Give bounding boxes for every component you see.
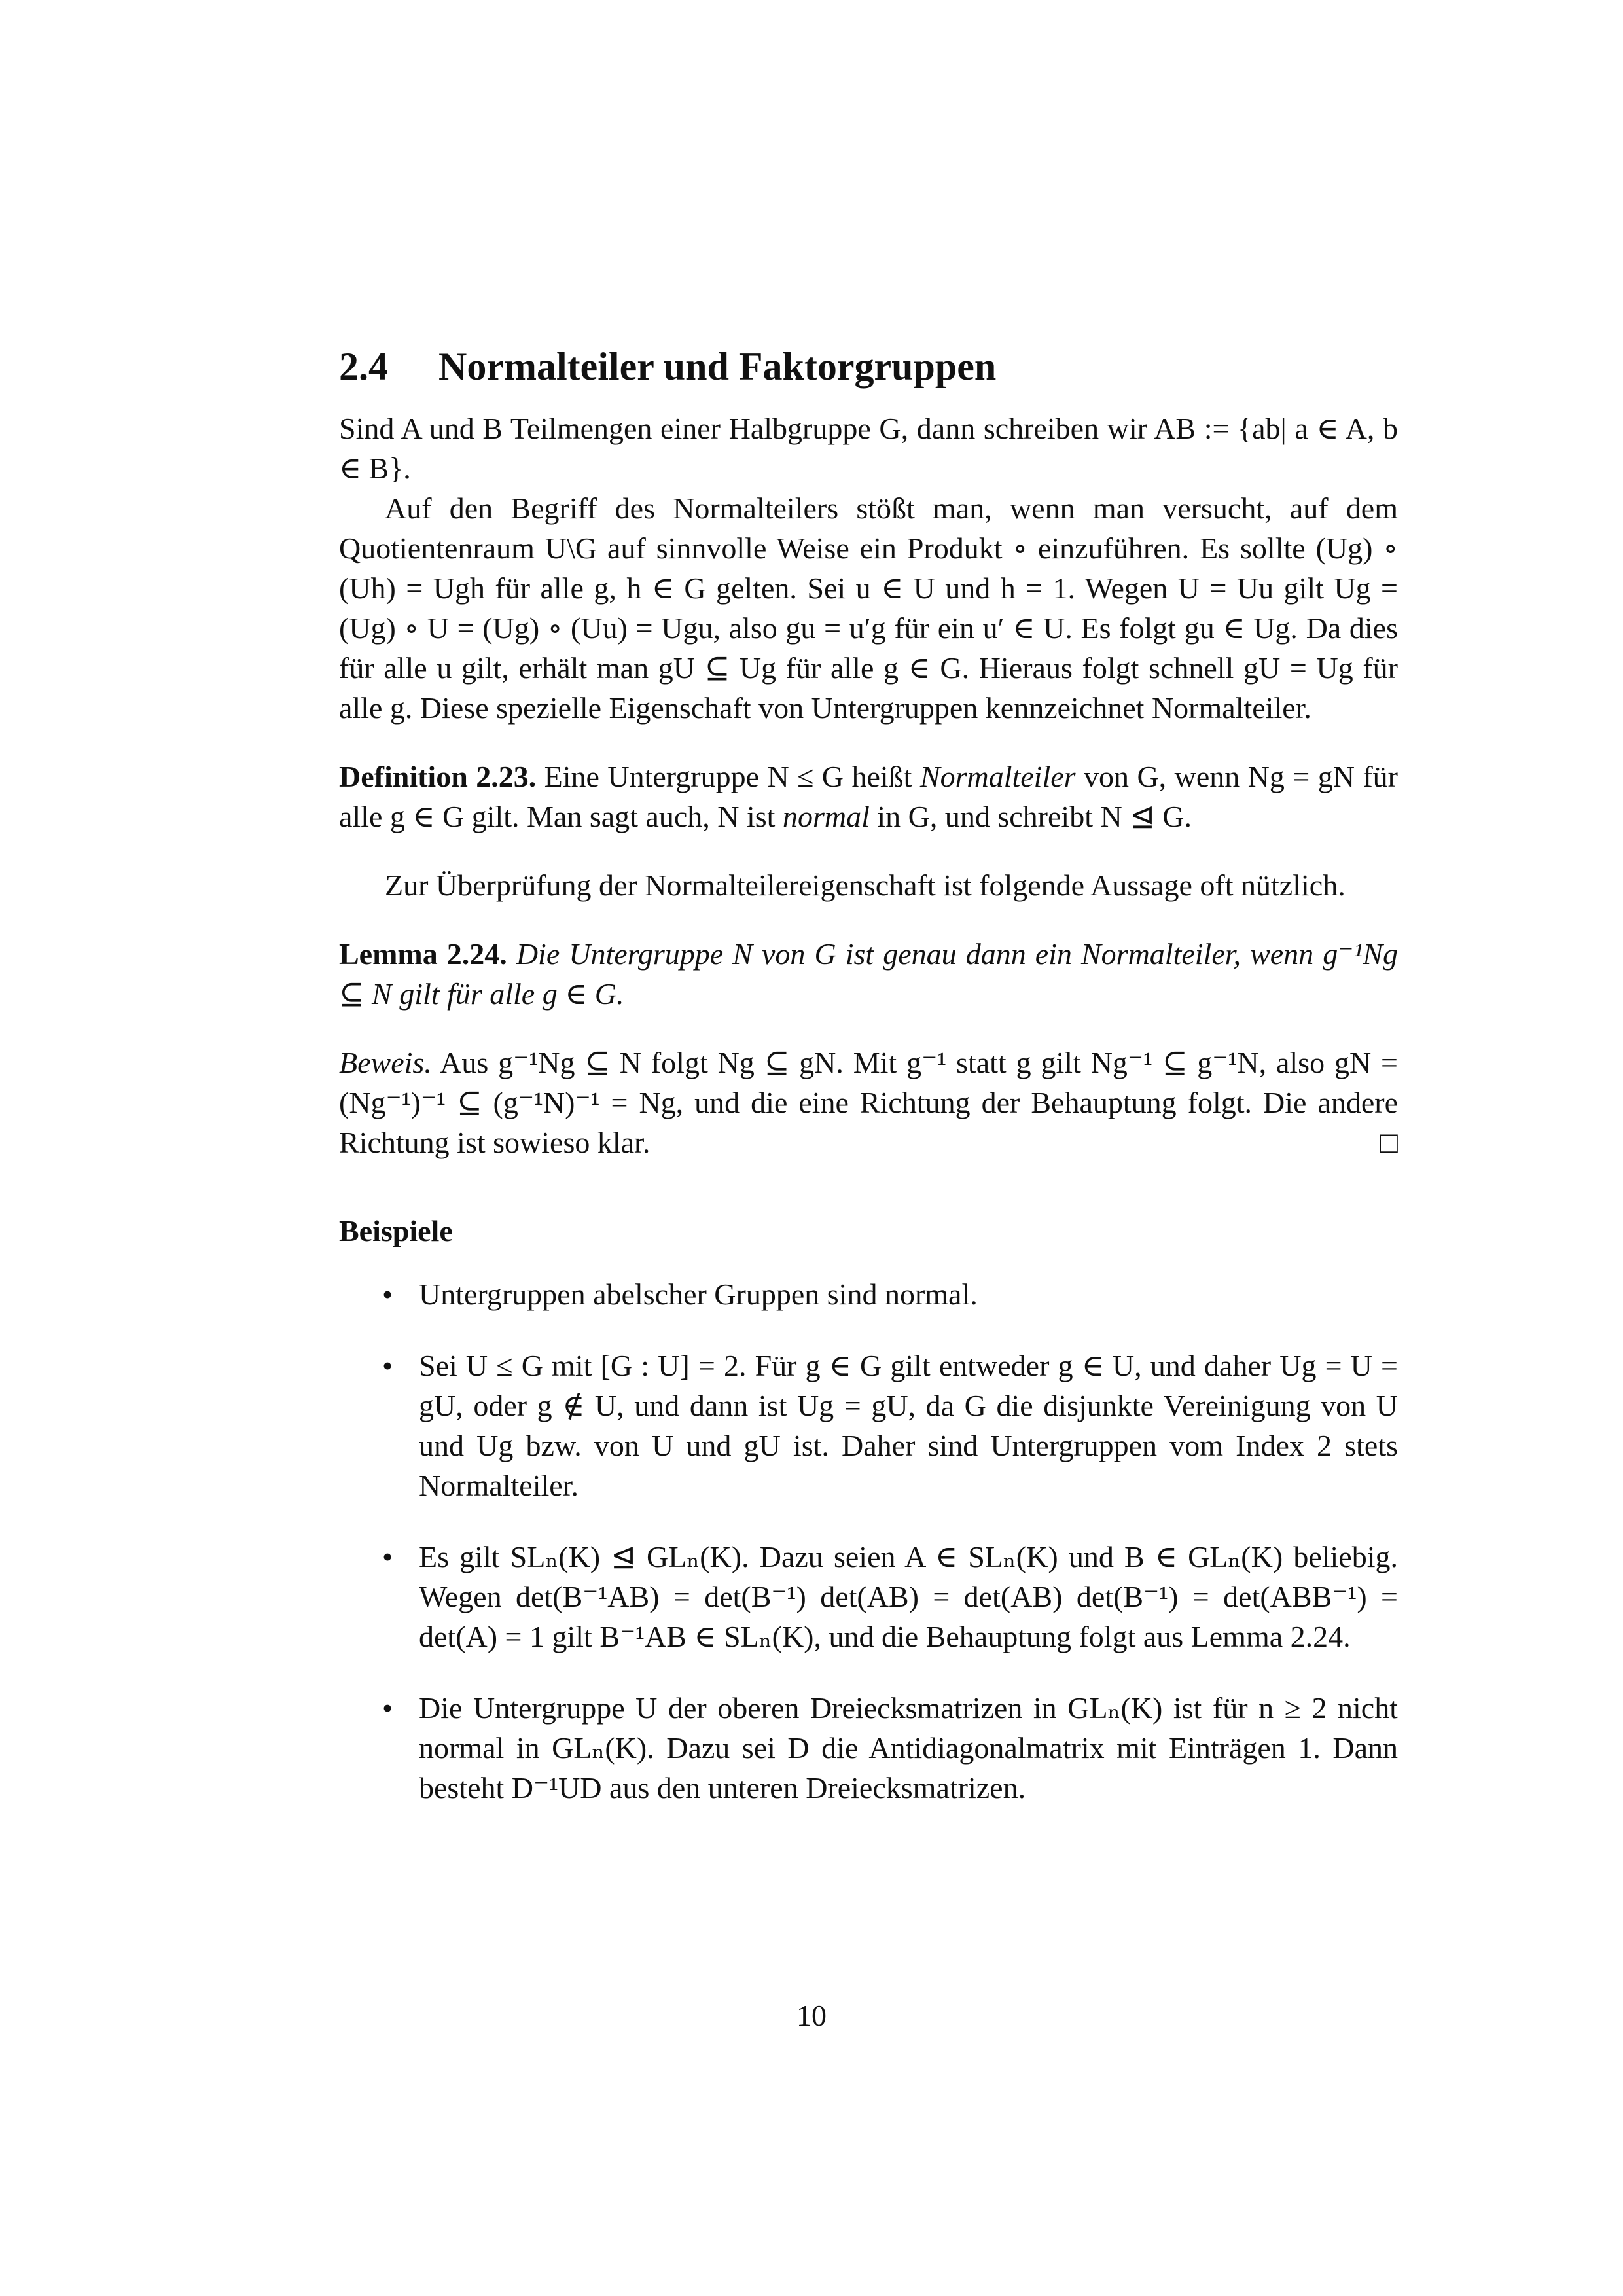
example-text: Es gilt SLₙ(K) ⊴ GLₙ(K). Dazu seien A ∈ SLₙ(K) und B ∈ GLₙ(K) beliebig. Wegen det(B⁻¹AB) = det(B⁻¹) det(AB) = det(AB) det(B⁻¹) = det(ABB⁻¹) = det(A) = 1 gilt B⁻¹AB ∈ SLₙ(K), und die Behauptung folgt aus Lemma 2.24. <box>419 1540 1398 1653</box>
definition-label: Definition 2.23. <box>339 760 537 793</box>
motivation-paragraph: Auf den Begriff des Normalteilers stößt man, wenn man versucht, auf dem Quotientenraum U\G auf sinnvolle Weise ein Produkt ∘ einzuführen. Es sollte (Ug) ∘ (Uh) = Ugh für alle g, h ∈ G gelten. Sei u ∈ U und h = 1. Wegen U = Uu gilt Ug = (Ug) ∘ U = (Ug) ∘ (Uu) = Ugu, also gu = u′g für ein u′ ∈ U. Es folgt gu ∈ Ug. Da dies für alle u gilt, erhält man gU ⊆ Ug für alle g ∈ G. Hieraus folgt schnell gU = Ug für alle g. Diese spezielle Eigenschaft von Untergruppen kennzeichnet Normalteiler. <box>339 492 1398 725</box>
page-content <box>339 340 1398 1839</box>
proof <box>339 1043 1398 1162</box>
lemma-label: Lemma 2.24. <box>339 937 507 971</box>
example-text: Die Untergruppe U der oberen Dreiecksmatrizen in GLₙ(K) ist für n ≥ 2 nicht normal in GLₙ(K). Dazu sei D die Antidiagonalmatrix mit Einträgen 1. Dann besteht D⁻¹UD aus den unteren Dreiecksmatrizen. <box>419 1691 1398 1804</box>
list-item <box>339 1274 1398 1314</box>
example-text: Untergruppen abelscher Gruppen sind normal. <box>419 1278 978 1311</box>
proof-label: Beweis. <box>339 1046 432 1079</box>
definition-text-b: von G, wenn Ng = gN für alle g ∈ G gilt. Man sagt auch, N ist <box>339 760 1398 833</box>
lemma-text: Die Untergruppe N von G ist genau dann ein Normalteiler, wenn g⁻¹Ng ⊆ N gilt für alle g ∈ G. <box>339 937 1398 1011</box>
list-item <box>339 1537 1398 1657</box>
qed-symbol: □ <box>1380 1126 1398 1159</box>
lemma-2-24 <box>339 934 1398 1014</box>
list-item <box>339 1688 1398 1808</box>
definition-2-23 <box>339 757 1398 836</box>
remark-paragraph: Zur Überprüfung der Normalteilereigenschaft ist folgende Aussage oft nützlich. <box>385 869 1346 902</box>
examples-list <box>339 1274 1398 1808</box>
definition-text-c: in G, und schreibt N ⊴ G. <box>877 800 1192 833</box>
example-text: Sei U ≤ G mit [G : U] = 2. Für g ∈ G gilt entweder g ∈ U, und daher Ug = U = gU, oder g ∉ U, und dann ist Ug = gU, da G die disjunkte Vereinigung von U und Ug bzw. von U und gU ist. Daher sind Untergruppen vom Index 2 stets Normalteiler. <box>419 1349 1398 1502</box>
intro-paragraph: Sind A und B Teilmengen einer Halbgruppe G, dann schreiben wir AB := {ab| a ∈ A, b ∈ B}. <box>339 412 1398 485</box>
proof-text: Aus g⁻¹Ng ⊆ N folgt Ng ⊆ gN. Mit g⁻¹ statt g gilt Ng⁻¹ ⊆ g⁻¹N, also gN = (Ng⁻¹)⁻¹ ⊆ (g⁻¹N)⁻¹ = Ng, und die eine Richtung der Behauptung folgt. Die andere Richtung ist sowieso klar. <box>339 1046 1398 1159</box>
bullet-icon: • <box>382 1349 393 1382</box>
page-number: 10 <box>796 1999 827 2032</box>
section-number: 2.4 <box>339 345 388 388</box>
section-title: Normalteiler und Faktorgruppen <box>438 345 997 388</box>
bullet-icon: • <box>382 1278 393 1311</box>
definition-text-a: Eine Untergruppe N ≤ G heißt <box>544 760 912 793</box>
section-heading <box>339 340 1398 393</box>
bullet-icon: • <box>382 1691 393 1725</box>
examples-heading: Beispiele <box>339 1214 453 1247</box>
list-item <box>339 1346 1398 1505</box>
definition-term: Normalteiler <box>919 760 1076 793</box>
definition-term-normal: normal <box>782 800 870 833</box>
bullet-icon: • <box>382 1540 393 1573</box>
